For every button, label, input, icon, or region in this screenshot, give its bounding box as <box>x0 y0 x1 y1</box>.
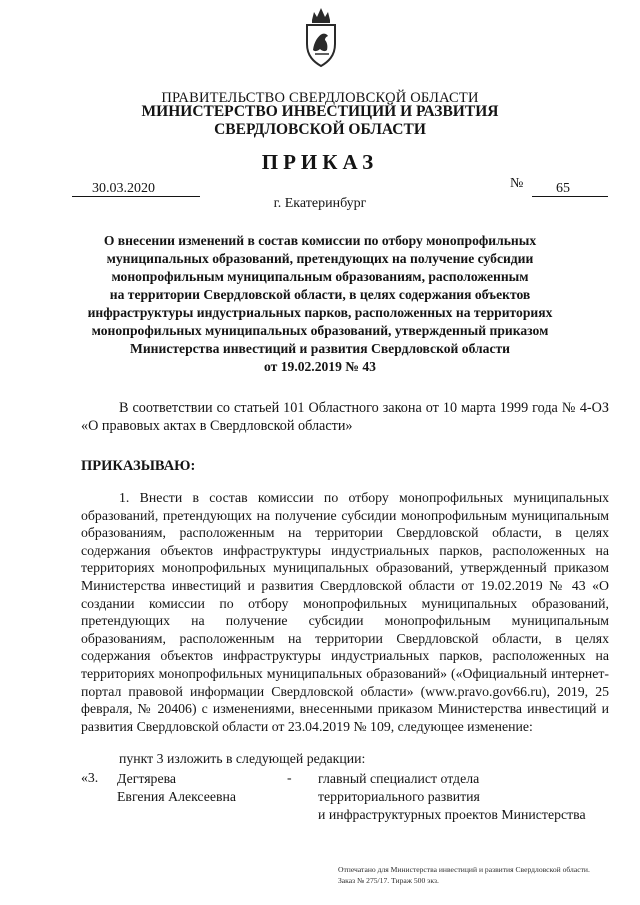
title-line: монопрофильным муниципальным образованиям, расположенным <box>111 269 529 284</box>
coat-of-arms-emblem <box>304 6 338 68</box>
government-name: ПРАВИТЕЛЬСТВО СВЕРДЛОВСКОЙ ОБЛАСТИ <box>161 90 479 106</box>
position-line: главный специалист отдела <box>318 771 480 786</box>
item-instruction: пункт 3 изложить в следующей редакции: <box>119 751 366 766</box>
title-line: монопрофильных муниципальных образований, утвержденный приказом <box>91 323 549 338</box>
ministry-name-line2: СВЕРДЛОВСКОЙ ОБЛАСТИ <box>214 121 426 138</box>
order-title <box>80 232 560 376</box>
title-line: муниципальных образований, претендующих на получение субсидии <box>106 251 534 266</box>
document-type-heading: ПРИКАЗ <box>261 150 379 174</box>
order-word: ПРИКАЗЫВАЮ: <box>81 458 196 474</box>
city: г. Екатеринбург <box>273 196 367 211</box>
title-line: Министерства инвестиций и развития Свердловской области <box>130 341 510 356</box>
clause-1-paragraph: 1. Внести в состав комиссии по отбору монопрофильных муниципальных образований, претендующих на получение субсидии монопрофильным муниципальным образованиям, расположенным на территории Свердловской области, в целях содержания объектов инфраструктуры индустриальных парков, расположенных на территориях монопрофильных муниципальных образований, утвержденный приказом Министерства инвестиций и развития Свердловской области от 19.02.2019 № 43 «О создании комиссии по отбору монопрофильных муниципальных образований, претендующих на получение субсидии монопрофильным муниципальным образованиям, расположенным на территории Свердловской области, в целях содержания объектов инфраструктуры индустриальных парков, расположенных на территориях монопрофильных муниципальных образований» («Официальный интернет-портал правовой информации Свердловской области» (www.pravo.gov66.ru), 2019, 25 февраля, № 20406) с изменениями, внесенными приказом Министерства инвестиций и развития Свердловской области от 23.04.2019 № 109, следующее изменение: <box>81 490 609 734</box>
member-position <box>318 770 618 824</box>
member-item-number: «3. <box>81 770 99 785</box>
number-sign: № <box>510 176 524 191</box>
footer-line: Заказ № 275/17. Тираж 500 экз. <box>338 876 439 885</box>
print-footer <box>338 864 628 886</box>
order-number: 65 <box>532 182 608 197</box>
member-surname: Дегтярева <box>117 771 177 786</box>
preamble-paragraph: В соответствии со статьей 101 Областного закона от 10 марта 1999 года № 4-ОЗ «О правовых актах в Свердловской области» <box>81 400 609 434</box>
member-name <box>117 770 277 806</box>
member-given-names: Евгения Алексеевна <box>117 789 236 804</box>
position-line: и инфраструктурных проектов Министерства <box>318 807 586 822</box>
ministry-name <box>0 103 640 139</box>
order-date: 30.03.2020 <box>72 182 200 197</box>
footer-line: Отпечатано для Министерства инвестиций и развития Свердловской области. <box>338 865 590 874</box>
title-line: О внесении изменений в состав комиссии по отбору монопрофильных <box>103 233 537 248</box>
title-line: на территории Свердловской области, в целях содержания объектов <box>109 287 531 302</box>
member-dash: - <box>287 770 292 785</box>
position-line: территориального развития <box>318 789 480 804</box>
title-line: инфраструктуры индустриальных парков, расположенных на территориях <box>87 305 553 320</box>
title-line: от 19.02.2019 № 43 <box>264 359 376 374</box>
ministry-name-line1: МИНИСТЕРСТВО ИНВЕСТИЦИЙ И РАЗВИТИЯ <box>141 103 499 120</box>
